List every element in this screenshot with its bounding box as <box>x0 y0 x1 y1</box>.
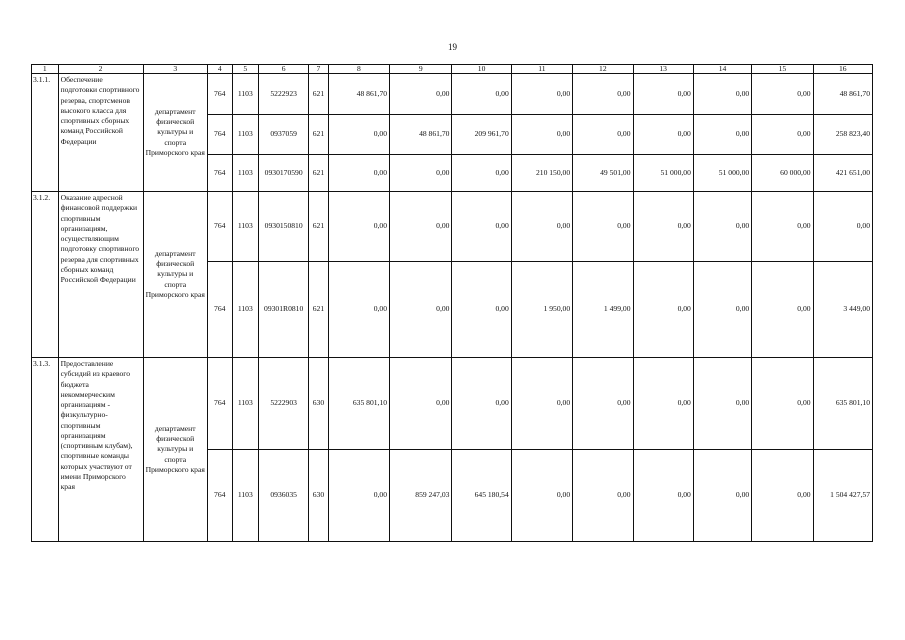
amount-cell: 0,00 <box>390 74 452 115</box>
code-cell: 764 <box>207 74 232 115</box>
code-cell: 1103 <box>232 115 259 155</box>
amount-cell: 48 861,70 <box>390 115 452 155</box>
amount-cell: 258 823,40 <box>813 115 872 155</box>
column-header: 5 <box>232 65 259 74</box>
amount-cell: 0,00 <box>328 192 389 262</box>
amount-cell: 0,00 <box>752 192 813 262</box>
item-name: Обеспечение подготовки спортивного резерва, спортсменов высокого класса для спортивных сборных команд Российской Федерации <box>58 74 143 192</box>
code-cell: 1103 <box>232 155 259 192</box>
code-cell: 0937059 <box>259 115 309 155</box>
amount-cell: 0,00 <box>452 358 511 450</box>
column-header: 7 <box>309 65 328 74</box>
code-cell: 1103 <box>232 262 259 358</box>
code-cell: 764 <box>207 115 232 155</box>
code-cell: 621 <box>309 262 328 358</box>
amount-cell: 210 150,00 <box>511 155 572 192</box>
code-cell: 0930150810 <box>259 192 309 262</box>
item-name: Оказание адресной финансовой поддержки спортивным организациям, осуществляющим подготовку спортивного резерва для спортивных сборных команд Российской Федерации <box>58 192 143 358</box>
item-index: 3.1.3. <box>32 358 59 542</box>
department-cell: департамент физической культуры и спорта Приморского края <box>143 74 207 192</box>
amount-cell: 0,00 <box>752 262 813 358</box>
code-cell: 5222923 <box>259 74 309 115</box>
amount-cell: 1 950,00 <box>511 262 572 358</box>
amount-cell: 0,00 <box>752 74 813 115</box>
amount-cell: 0,00 <box>511 192 572 262</box>
amount-cell: 0,00 <box>390 192 452 262</box>
amount-cell: 1 504 427,57 <box>813 450 872 542</box>
column-header: 10 <box>452 65 511 74</box>
amount-cell: 0,00 <box>633 192 693 262</box>
code-cell: 5222903 <box>259 358 309 450</box>
amount-cell: 51 000,00 <box>633 155 693 192</box>
code-cell: 1103 <box>232 450 259 542</box>
code-cell: 621 <box>309 115 328 155</box>
amount-cell: 0,00 <box>633 74 693 115</box>
amount-cell: 0,00 <box>573 192 633 262</box>
amount-cell: 0,00 <box>693 450 751 542</box>
amount-cell: 0,00 <box>693 262 751 358</box>
amount-cell: 0,00 <box>328 155 389 192</box>
amount-cell: 635 801,10 <box>813 358 872 450</box>
column-header: 11 <box>511 65 572 74</box>
code-cell: 0936035 <box>259 450 309 542</box>
amount-cell: 0,00 <box>813 192 872 262</box>
item-index: 3.1.2. <box>32 192 59 358</box>
amount-cell: 0,00 <box>452 74 511 115</box>
amount-cell: 0,00 <box>752 358 813 450</box>
code-cell: 1103 <box>232 74 259 115</box>
column-header: 6 <box>259 65 309 74</box>
header-row <box>32 65 873 74</box>
column-header: 8 <box>328 65 389 74</box>
amount-cell: 0,00 <box>633 358 693 450</box>
amount-cell: 49 501,00 <box>573 155 633 192</box>
amount-cell: 0,00 <box>390 358 452 450</box>
amount-cell: 0,00 <box>390 262 452 358</box>
amount-cell: 3 449,00 <box>813 262 872 358</box>
code-cell: 764 <box>207 450 232 542</box>
code-cell: 1103 <box>232 192 259 262</box>
amount-cell: 0,00 <box>693 192 751 262</box>
amount-cell: 0,00 <box>511 115 572 155</box>
code-cell: 0930170590 <box>259 155 309 192</box>
amount-cell: 0,00 <box>573 115 633 155</box>
amount-cell: 645 180,54 <box>452 450 511 542</box>
table-row <box>32 358 873 450</box>
amount-cell: 0,00 <box>573 74 633 115</box>
page-number: 19 <box>448 42 457 52</box>
column-header: 4 <box>207 65 232 74</box>
amount-cell: 48 861,70 <box>328 74 389 115</box>
column-header: 13 <box>633 65 693 74</box>
code-cell: 630 <box>309 450 328 542</box>
amount-cell: 0,00 <box>511 74 572 115</box>
amount-cell: 0,00 <box>328 262 389 358</box>
code-cell: 621 <box>309 192 328 262</box>
amount-cell: 51 000,00 <box>693 155 751 192</box>
amount-cell: 60 000,00 <box>752 155 813 192</box>
column-header: 16 <box>813 65 872 74</box>
amount-cell: 0,00 <box>633 115 693 155</box>
column-header: 9 <box>390 65 452 74</box>
amount-cell: 0,00 <box>511 450 572 542</box>
code-cell: 1103 <box>232 358 259 450</box>
amount-cell: 48 861,70 <box>813 74 872 115</box>
code-cell: 764 <box>207 358 232 450</box>
column-header: 1 <box>32 65 59 74</box>
amount-cell: 421 651,00 <box>813 155 872 192</box>
column-header: 14 <box>693 65 751 74</box>
column-header: 3 <box>143 65 207 74</box>
amount-cell: 0,00 <box>693 74 751 115</box>
amount-cell: 0,00 <box>328 450 389 542</box>
amount-cell: 0,00 <box>752 450 813 542</box>
code-cell: 764 <box>207 192 232 262</box>
column-header: 2 <box>58 65 143 74</box>
department-cell: департамент физической культуры и спорта Приморского края <box>143 192 207 358</box>
amount-cell: 0,00 <box>328 115 389 155</box>
amount-cell: 0,00 <box>452 192 511 262</box>
amount-cell: 0,00 <box>390 155 452 192</box>
department-cell: департамент физической культуры и спорта Приморского края <box>143 358 207 542</box>
amount-cell: 0,00 <box>573 358 633 450</box>
column-header: 15 <box>752 65 813 74</box>
amount-cell: 635 801,10 <box>328 358 389 450</box>
code-cell: 764 <box>207 262 232 358</box>
amount-cell: 0,00 <box>452 155 511 192</box>
code-cell: 630 <box>309 358 328 450</box>
code-cell: 764 <box>207 155 232 192</box>
amount-cell: 1 499,00 <box>573 262 633 358</box>
item-index: 3.1.1. <box>32 74 59 192</box>
table-row <box>32 74 873 115</box>
amount-cell: 209 961,70 <box>452 115 511 155</box>
code-cell: 09301R0810 <box>259 262 309 358</box>
amount-cell: 0,00 <box>573 450 633 542</box>
column-header: 12 <box>573 65 633 74</box>
amount-cell: 859 247,03 <box>390 450 452 542</box>
amount-cell: 0,00 <box>452 262 511 358</box>
amount-cell: 0,00 <box>693 115 751 155</box>
amount-cell: 0,00 <box>752 115 813 155</box>
amount-cell: 0,00 <box>693 358 751 450</box>
code-cell: 621 <box>309 155 328 192</box>
budget-table <box>31 64 873 542</box>
amount-cell: 0,00 <box>633 450 693 542</box>
amount-cell: 0,00 <box>633 262 693 358</box>
table-row <box>32 192 873 262</box>
amount-cell: 0,00 <box>511 358 572 450</box>
code-cell: 621 <box>309 74 328 115</box>
item-name: Предоставление субсидий из краевого бюджета некоммерческим организациям - физкультурно-спортивным организациям (спортивным клубам), спортивные команды которых участвуют от имени Приморского края <box>58 358 143 542</box>
